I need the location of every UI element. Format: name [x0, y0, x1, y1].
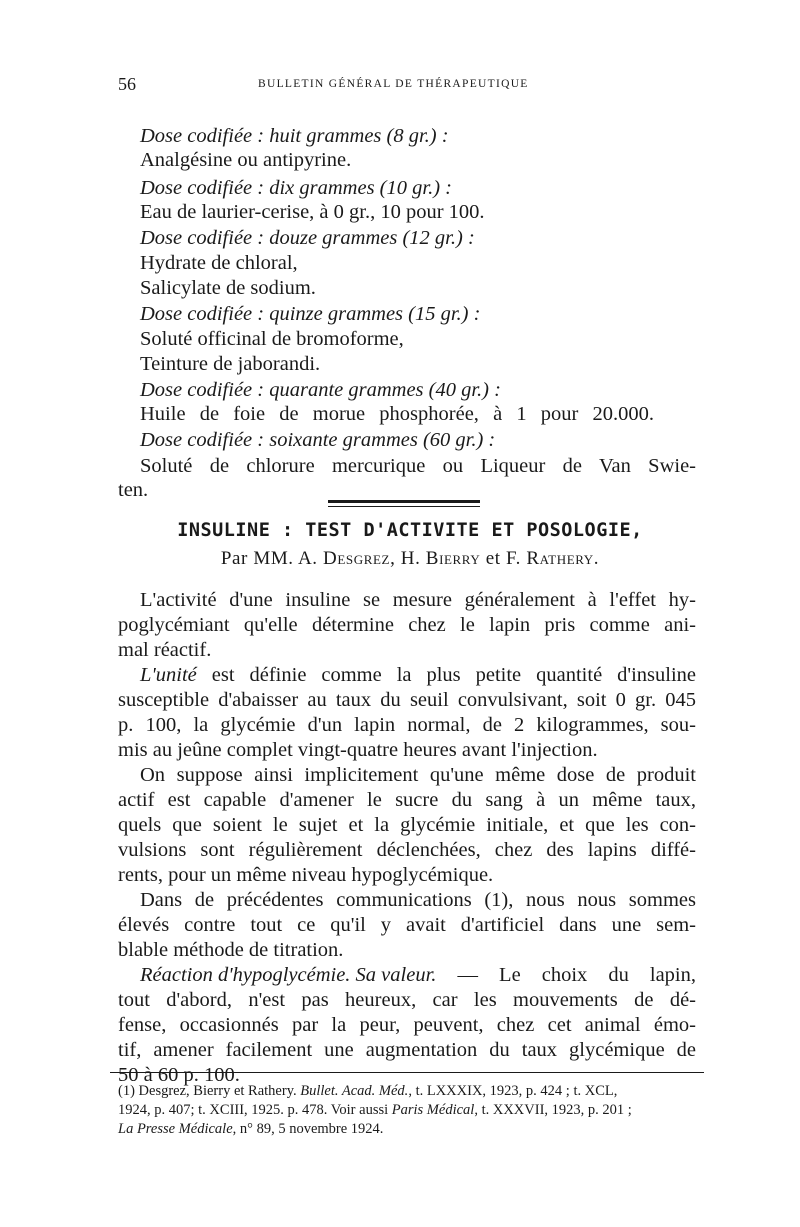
dose-item: Salicylate de sodium.	[140, 277, 316, 299]
page-header	[118, 74, 700, 96]
body-line-rest: — Le choix du lapin,	[436, 964, 696, 986]
dose-label: Dose codifiée : dix grammes (10 gr.) :	[140, 177, 452, 199]
footnote-citation: La Presse Médicale	[118, 1121, 233, 1137]
author-initial: A.	[297, 548, 318, 569]
body-line: L'activité d'une insuline se mesure généralement à l'effet hy-	[140, 589, 696, 611]
dose-item: Teinture de jaborandi.	[140, 353, 321, 375]
body-line: mis au jeûne complet vingt-quatre heures avant l'injection.	[118, 739, 598, 761]
body-line	[140, 963, 696, 987]
body-line: susceptible d'abaisser au taux du seuil convulsivant, soit 0 gr. 045	[118, 689, 696, 711]
dose-label: Dose codifiée : quarante grammes (40 gr.) :	[140, 379, 501, 401]
section-heading-inline: Réaction d'hypoglycémie. Sa valeur.	[140, 964, 437, 986]
author-initial: F.	[506, 548, 521, 569]
body-line	[140, 663, 696, 687]
footnote-text: , t. XXXVII, 1923, p. 201 ;	[474, 1102, 632, 1118]
author-initial: H.	[400, 548, 421, 569]
footnote-text: 1924, p. 407; t. XCIII, 1925. p. 478. Voir aussi	[118, 1102, 392, 1118]
body-line: élevés contre tout ce qu'il y avait d'artificiel dans une sem-	[118, 914, 696, 936]
author-name: Bierry	[425, 548, 481, 569]
dose-item: ten.	[118, 479, 149, 501]
dose-label: Dose codifiée : douze grammes (12 gr.) :	[140, 227, 475, 249]
dose-item: Huile de foie de morue phosphorée, à 1 pour 20.000.	[140, 403, 654, 425]
footnote-text: , t. LXXXIX, 1923, p. 424 ; t. XCL,	[408, 1083, 618, 1099]
body-line: tout d'abord, n'est pas heureux, car les mouvements de dé-	[118, 989, 696, 1011]
dose-item: Analgésine ou antipyrine.	[140, 149, 352, 171]
footnote-text: , n° 89, 5 novembre 1924.	[232, 1121, 384, 1137]
body-line: actif est capable d'amener le sucre du sang à un même taux,	[118, 789, 696, 811]
dose-label: Dose codifiée : quinze grammes (15 gr.) :	[140, 303, 481, 325]
body-line: 50 à 60 p. 100.	[118, 1064, 240, 1086]
body-line: tif, amener facilement une augmentation du taux glycémique de	[118, 1039, 696, 1061]
dose-item: Soluté officinal de bromoforme,	[140, 328, 404, 350]
body-line-rest: est définie comme la plus petite quantité d'insuline	[196, 664, 696, 686]
footnote-citation: Paris Médical	[391, 1102, 475, 1118]
running-title: BULLETIN GÉNÉRAL DE THÉRAPEUTIQUE	[258, 78, 529, 90]
dose-label: Dose codifiée : soixante grammes (60 gr.) :	[140, 429, 496, 451]
page-number: 56	[118, 74, 136, 94]
body-line: Dans de précédentes communications (1), nous nous sommes	[140, 889, 696, 911]
body-line: rents, pour un même niveau hypoglycémique.	[118, 864, 494, 886]
article-title: INSULINE : TEST D'ACTIVITE ET POSOLOGIE,	[177, 520, 643, 541]
footnote-text: (1) Desgrez, Bierry et Rathery.	[118, 1083, 301, 1099]
body-line: p. 100, la glycémie d'un lapin normal, de 2 kilogrammes, sou-	[118, 714, 696, 736]
dose-label: Dose codifiée : huit grammes (8 gr.) :	[140, 125, 449, 147]
body-line: On suppose ainsi implicitement qu'une même dose de produit	[140, 764, 696, 786]
byline-and: et	[485, 548, 501, 569]
dose-item: Hydrate de chloral,	[140, 252, 298, 274]
footnote-line	[118, 1101, 702, 1119]
section-divider	[328, 500, 480, 507]
byline-prefix: Par MM.	[220, 548, 294, 569]
term-unite: L'unité	[140, 664, 197, 686]
body-line: poglycémiant qu'elle détermine chez le lapin pris comme ani-	[118, 614, 696, 636]
footnote-line	[118, 1120, 702, 1138]
body-line: fense, occasionnés par la peur, peuvent, chez cet animal émo-	[118, 1014, 696, 1036]
author-name: Rathery	[526, 548, 594, 569]
footnote-citation: Bullet. Acad. Méd.	[300, 1083, 409, 1099]
body-line: vulsions sont régulièrement déclenchées, chez des lapins diffé-	[118, 839, 696, 861]
author-name: Desgrez	[323, 548, 391, 569]
dose-item: Eau de laurier-cerise, à 0 gr., 10 pour 100.	[140, 201, 485, 223]
body-line: quels que soient le sujet et la glycémie initiale, et que les con-	[118, 814, 696, 836]
body-line: mal réactif.	[118, 639, 212, 661]
article-byline: Par MM. A. Desgrez, H. Bierry et F. Rathery.	[220, 548, 600, 569]
dose-item: Soluté de chlorure mercurique ou Liqueur de Van Swie-	[140, 455, 696, 477]
body-line: blable méthode de titration.	[118, 939, 344, 961]
